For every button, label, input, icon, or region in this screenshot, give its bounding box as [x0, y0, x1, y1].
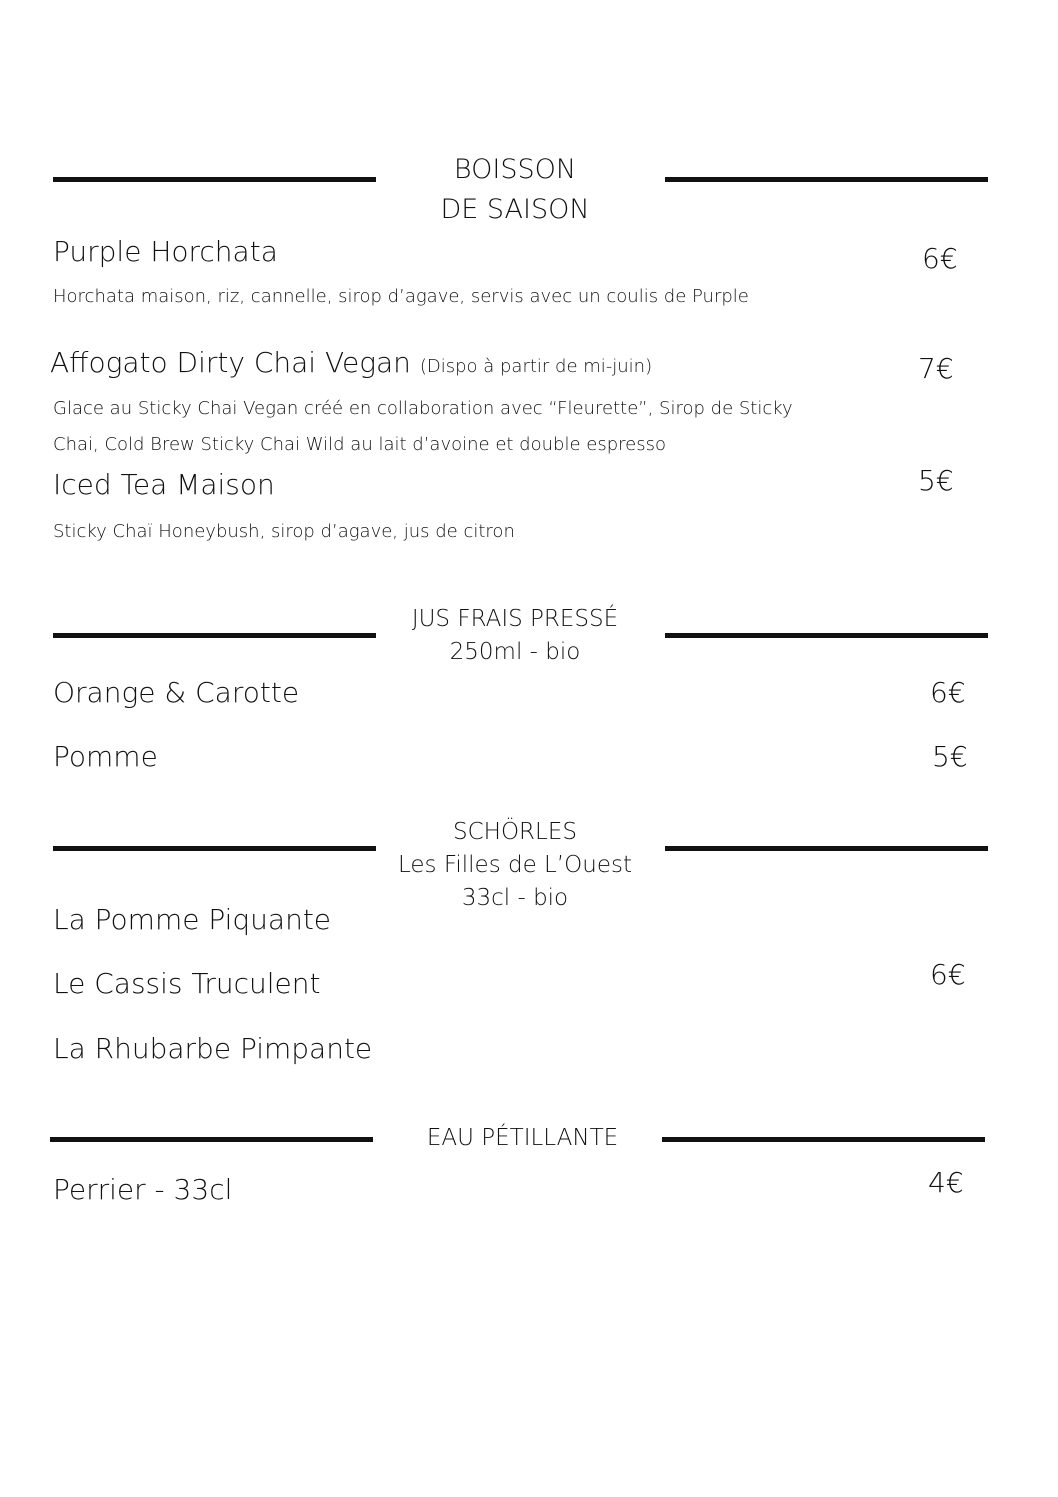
menu-item-price: 5€ — [918, 464, 954, 497]
menu-item-description: Horchata maison, riz, cannelle, sirop d’agave, servis avec un coulis de Purple — [53, 286, 749, 307]
menu-item-price: 7€ — [918, 352, 954, 385]
section-divider-left — [53, 846, 376, 851]
menu-item-name — [50, 346, 652, 379]
section-divider-right — [662, 1137, 985, 1142]
menu-item-price: 4€ — [928, 1166, 964, 1199]
menu-item-price: 6€ — [930, 676, 966, 709]
menu-item-name: Purple Horchata — [53, 235, 278, 268]
menu-item-description: Sticky Chaï Honeybush, sirop d’agave, jus de citron — [53, 521, 515, 542]
section-divider-left — [53, 177, 376, 182]
section-title — [360, 1122, 685, 1155]
menu-item-name: Pomme — [53, 740, 158, 773]
section-title — [360, 150, 670, 230]
menu-item-name-text: Affogato Dirty Chai Vegan — [50, 346, 411, 379]
menu-item-name: Le Cassis Truculent — [53, 967, 321, 1000]
section-divider-left — [50, 1137, 373, 1142]
section-title — [360, 816, 670, 915]
menu-item-description-line: Glace au Sticky Chai Vegan créé en collaboration avec “Fleurette”, Sirop de Sticky — [53, 398, 793, 419]
menu-item-description-line: Chai, Cold Brew Sticky Chai Wild au lait d’avoine et double espresso — [53, 434, 666, 455]
section-divider-right — [665, 177, 988, 182]
menu-item-name: La Pomme Piquante — [53, 903, 332, 936]
section-title-line: DE SAISON — [440, 194, 590, 225]
menu-item-price: 5€ — [932, 740, 968, 773]
menu-item-description — [53, 391, 793, 463]
section-title-line: EAU PÉTILLANTE — [426, 1125, 619, 1151]
menu-item-name: Perrier - 33cl — [53, 1173, 233, 1206]
menu-item-note: (Dispo à partir de mi-juin) — [419, 356, 653, 377]
menu-item-name: Orange & Carotte — [53, 676, 300, 709]
menu-item-price: 6€ — [922, 242, 958, 275]
section-divider-right — [665, 633, 988, 638]
menu-item-price: 6€ — [930, 958, 966, 991]
section-title — [360, 603, 670, 669]
section-subtitle: 33cl - bio — [461, 885, 569, 911]
section-subtitle: Les Filles de L’Ouest — [397, 852, 633, 878]
section-title-line: BOISSON — [453, 154, 577, 185]
section-title-line: JUS FRAIS PRESSÉ — [411, 606, 619, 632]
section-title-line: SCHÖRLES — [453, 819, 577, 845]
section-subtitle: 250ml - bio — [449, 639, 581, 665]
section-divider-right — [665, 846, 988, 851]
menu-item-name: La Rhubarbe Pimpante — [53, 1032, 373, 1065]
section-divider-left — [53, 633, 376, 638]
menu-item-name: Iced Tea Maison — [53, 468, 275, 501]
